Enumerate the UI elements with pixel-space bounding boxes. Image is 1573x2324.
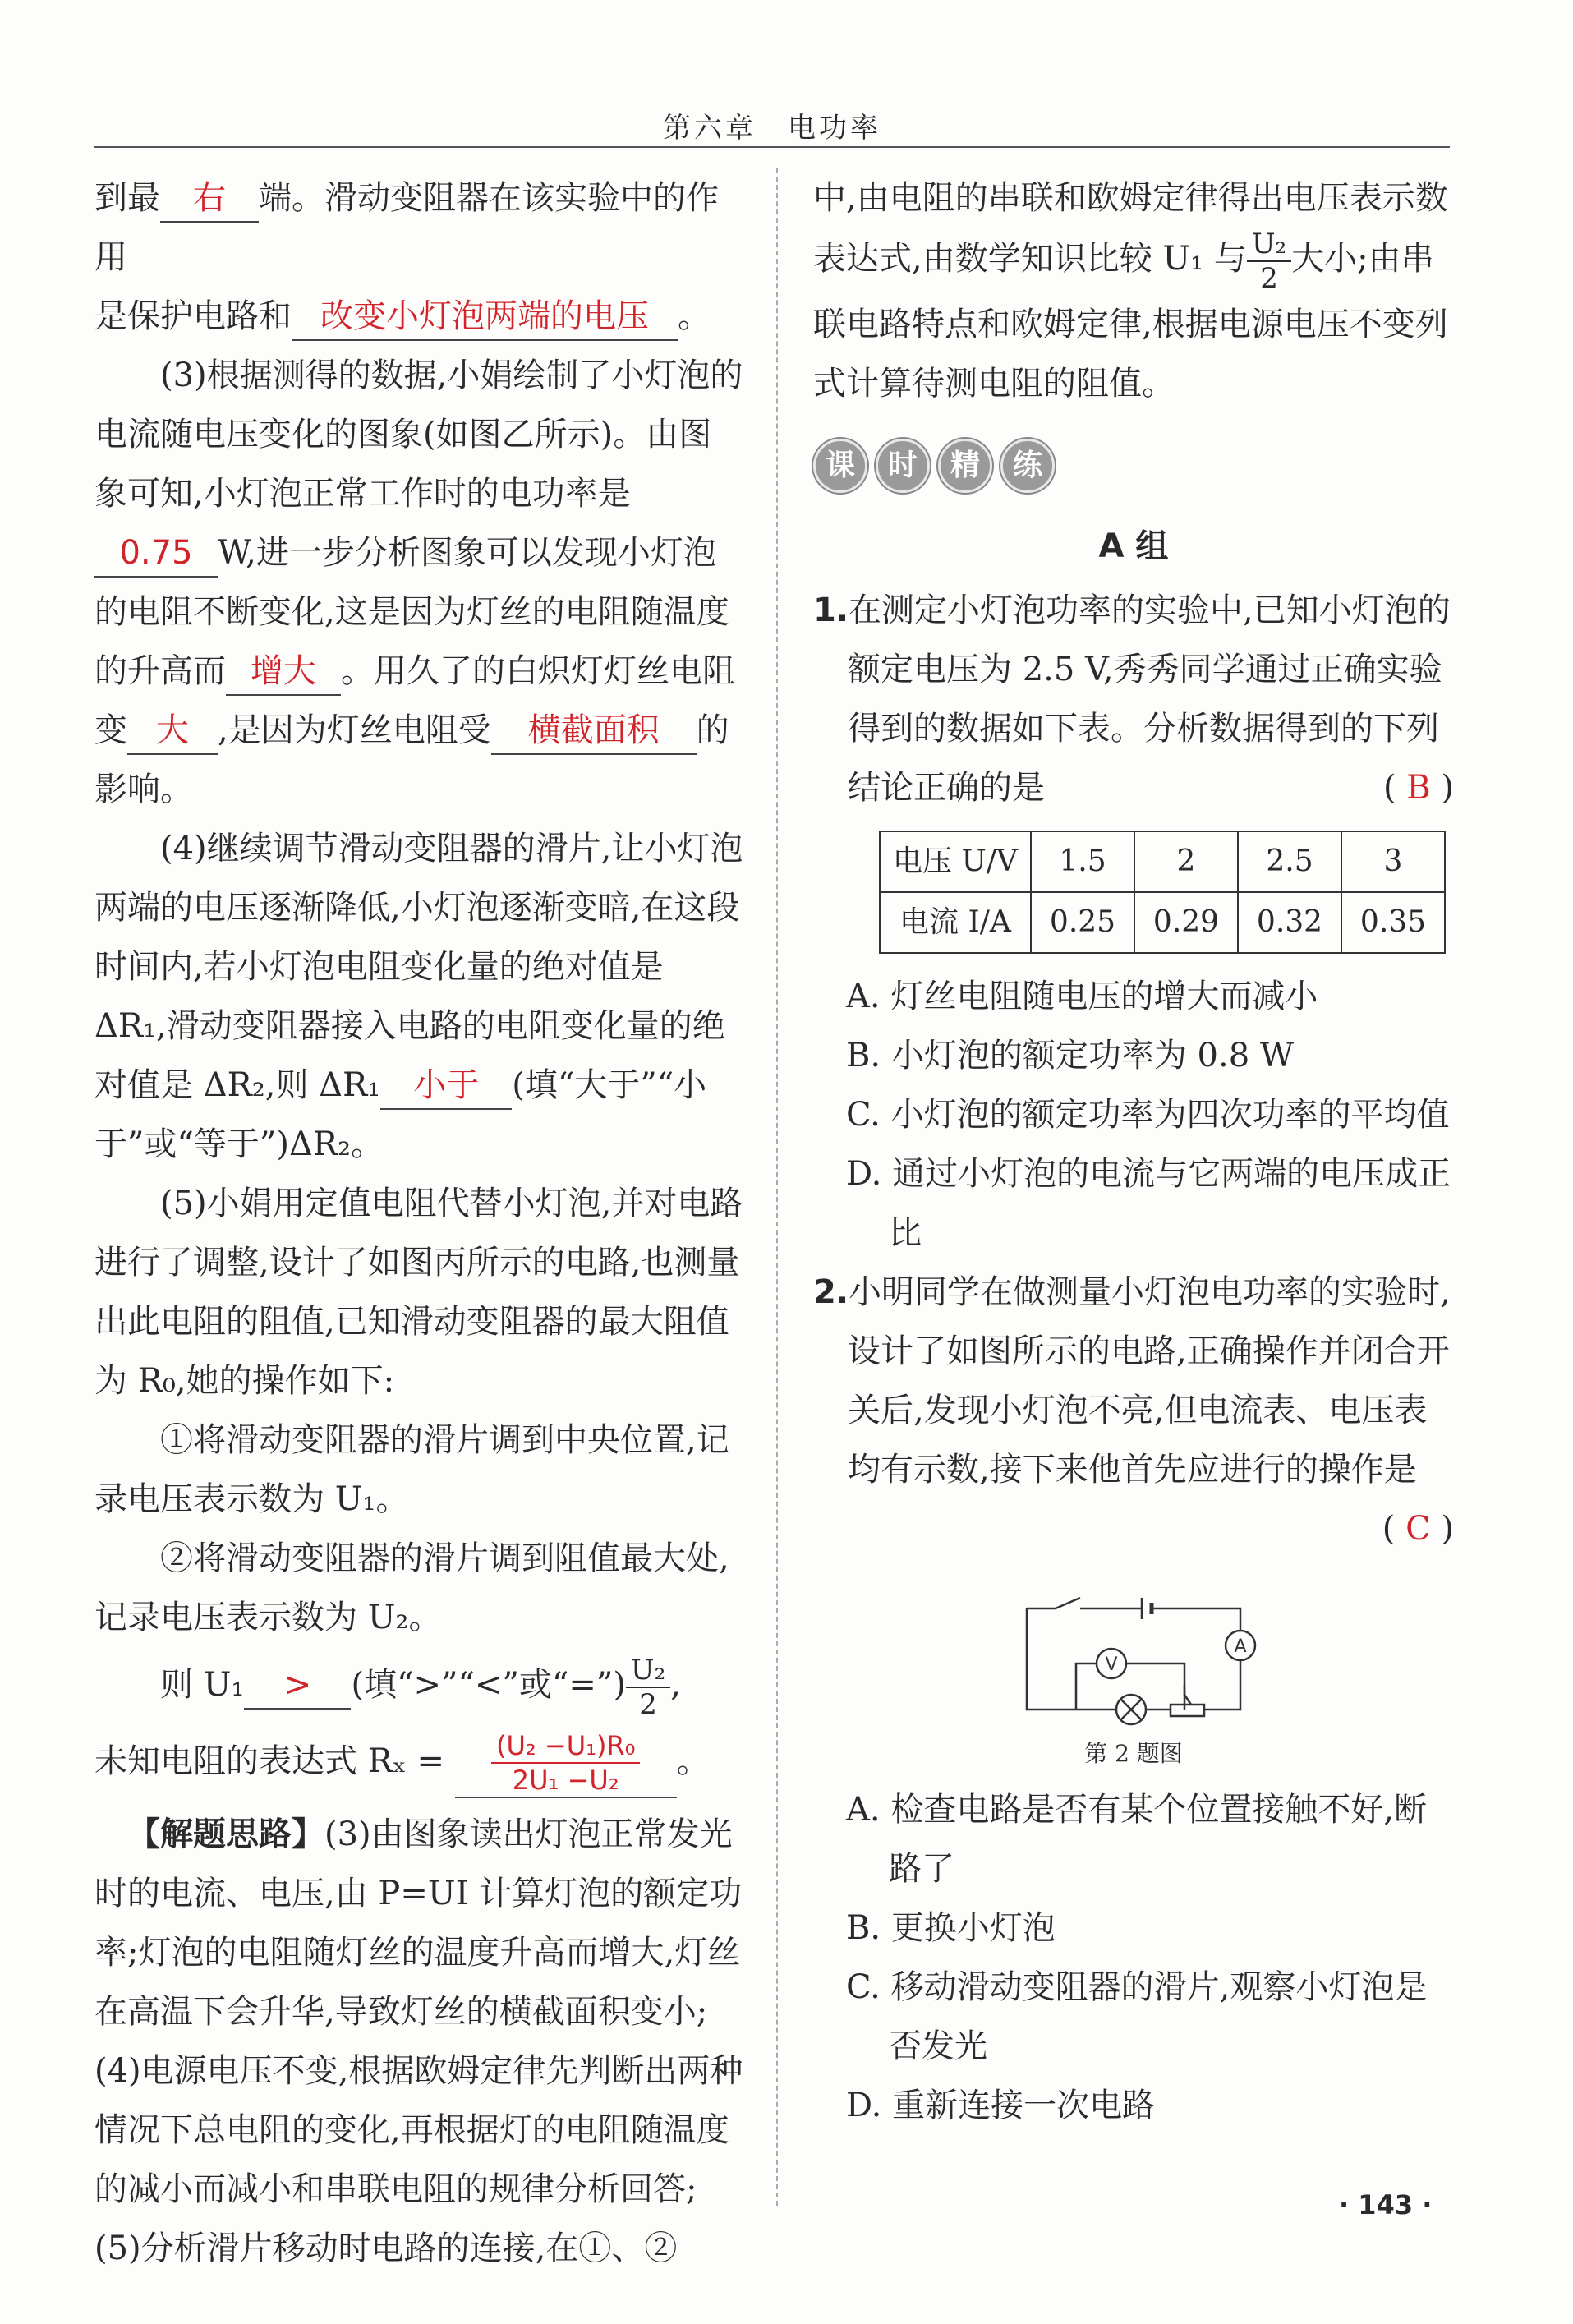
voltmeter-label: V — [1105, 1654, 1118, 1675]
option-1c[interactable]: C. 小灯泡的额定功率为四次功率的平均值 — [846, 1096, 1450, 1134]
ammeter-label: A — [1234, 1636, 1247, 1657]
answer-blank-3[interactable]: 0.75 — [94, 530, 218, 578]
data-table — [879, 831, 1446, 954]
table-row: 电压 U/V 1.5 2 2.5 3 — [880, 831, 1445, 892]
figure-caption: 第 2 题图 — [1084, 1740, 1183, 1767]
left-column — [94, 168, 743, 2278]
fraction-u2-over-2: $\frac{\text{U₂}}{2}$ — [626, 1654, 670, 1721]
answer-blank-4[interactable]: 增大 — [226, 648, 341, 696]
fraction-u2-over-2-b: $\frac{\text{U₂}}{2}$ — [1247, 228, 1291, 295]
question-1: 1.在测定小灯泡功率的实验中,已知小灯泡的额定电压为 2.5 V,秀秀同学通过正确实验得到的数据如下表。分析数据得到的下列结论正确的是 ( B ) — [813, 581, 1454, 817]
paragraph-4: (4)继续调节滑动变阻器的滑片,让小灯泡两端的电压逐渐降低,小灯泡逐渐变暗,在这段时间内,若小灯泡电阻变化量的绝对值是 ΔR₁,滑动变阻器接入电路的电阻变化量的绝对值是 ΔR₂,则 ΔR₁ 小于 (填“大于”“小于”或“等于”)ΔR₂。 — [94, 830, 743, 1163]
option-2b[interactable]: B. 更换小灯泡 — [846, 1909, 1056, 1947]
answer-blank-9[interactable]: $\frac{\text{(U₂ −U₁)R₀}}{\text{2U₁ −U₂}}$ — [455, 1729, 677, 1798]
option-2c[interactable]: C. 移动滑动变阻器的滑片,观察小灯泡是否发光 — [846, 1968, 1428, 2065]
answer-blank-5[interactable]: 大 — [127, 707, 218, 755]
compare-line: 则 U₁ > (填“>”“<”或“=”) $\frac{\text{U₂}}{2}$ , — [160, 1654, 681, 1721]
answer-1: ( B ) — [1382, 769, 1454, 807]
option-2d[interactable]: D. 重新连接一次电路 — [846, 2087, 1156, 2124]
section-badges — [813, 435, 1454, 492]
expression-line: 未知电阻的表达式 Rₓ = $\frac{\text{(U₂ −U₁)R₀}}{\text{2U₁ −U₂}}$ 。 — [94, 1729, 743, 1798]
header-rule — [94, 146, 1450, 148]
hint-continued: 中,由电阻的串联和欧姆定律得出电压表示数表达式,由数学知识比较 U₁ 与 $\frac{\text{U₂}}{2}$ 大小;由串联电路特点和欧姆定律,根据电源电压不变列式计算待测电阻的阻值。 — [813, 179, 1448, 403]
solution-hint: 【解题思路】(3)由图象读出灯泡正常发光时的电流、电压,由 P=UI 计算灯泡的额定功率;灯泡的电阻随灯丝的温度升高而增大,灯丝在高温下会升华,导致灯丝的横截面积变小;(4)电源电压不变,根据欧姆定律先判断出两种情况下总电阻的变化,再根据灯的电阻随温度的减小而减小和串联电阻的规律分析回答;(5)分析滑片移动时电路的连接,在①、② — [94, 1815, 743, 2267]
question-2: 2.小明同学在做测量小灯泡电功率的实验时,设计了如图所示的电路,正确操作并闭合开关后,发现小灯泡不亮,但电流表、电压表均有示数,接下来他首先应进行的操作是 — [813, 1273, 1451, 1489]
answer-blank-7[interactable]: 小于 — [380, 1062, 512, 1110]
badge-char: 精 — [938, 439, 992, 493]
column-divider — [776, 168, 778, 2206]
option-1d[interactable]: D. 通过小灯泡的电流与它两端的电压成正比 — [846, 1155, 1451, 1252]
answer-blank-6[interactable]: 横截面积 — [491, 707, 697, 755]
answer-blank-1[interactable]: 右 — [160, 175, 259, 223]
answer-2: ( C ) — [1382, 1510, 1454, 1548]
step-2: ②将滑动变阻器的滑片调到阻值最大处,记录电压表示数为 U₂。 — [94, 1539, 729, 1636]
answer-blank-2[interactable]: 改变小灯泡两端的电压 — [292, 293, 678, 341]
badge-char: 练 — [1000, 439, 1055, 493]
option-2a[interactable]: A. 检查电路是否有某个位置接触不好,断路了 — [846, 1791, 1428, 1888]
page-number: · 143 · — [1339, 2189, 1433, 2220]
answer-blank-8[interactable]: > — [244, 1662, 351, 1710]
page-header: 第六章 电功率 — [663, 112, 881, 145]
group-title: A 组 — [1098, 527, 1169, 565]
circuit-diagram — [1002, 1580, 1265, 1736]
step-1: ①将滑动变阻器的滑片调到中央位置,记录电压表示数为 U₁。 — [94, 1421, 729, 1518]
paragraph-5: (5)小娟用定值电阻代替小灯泡,并对电路进行了调整,设计了如图丙所示的电路,也测量出此电阻的阻值,已知滑动变阻器的最大阻值为 R₀,她的操作如下: — [94, 1185, 743, 1400]
badge-char: 课 — [813, 439, 867, 493]
table-row: 电流 I/A 0.25 0.29 0.32 0.35 — [880, 892, 1445, 953]
right-column — [813, 168, 1454, 2135]
option-1a[interactable]: A. 灯丝电阻随电压的增大而减小 — [846, 978, 1318, 1015]
option-1b[interactable]: B. 小灯泡的额定功率为 0.8 W — [846, 1037, 1294, 1075]
line-1: 到最 右 端。滑动变阻器在该实验中的作用 — [94, 168, 743, 287]
line-2: 是保护电路和 改变小灯泡两端的电压 。 — [94, 287, 743, 346]
badge-char: 时 — [876, 439, 930, 493]
paragraph-3: (3)根据测得的数据,小娟绘制了小灯泡的电流随电压变化的图象(如图乙所示)。由图象可知,小灯泡正常工作时的电功率是0.75 W,进一步分析图象可以发现小灯泡的电阻不断变化,这是因为灯丝的电阻随温度的升高而 增大 。用久了的白炽灯灯丝电阻变 大 ,是因为灯丝电阻受 横截面积 的影响。 — [94, 357, 743, 808]
